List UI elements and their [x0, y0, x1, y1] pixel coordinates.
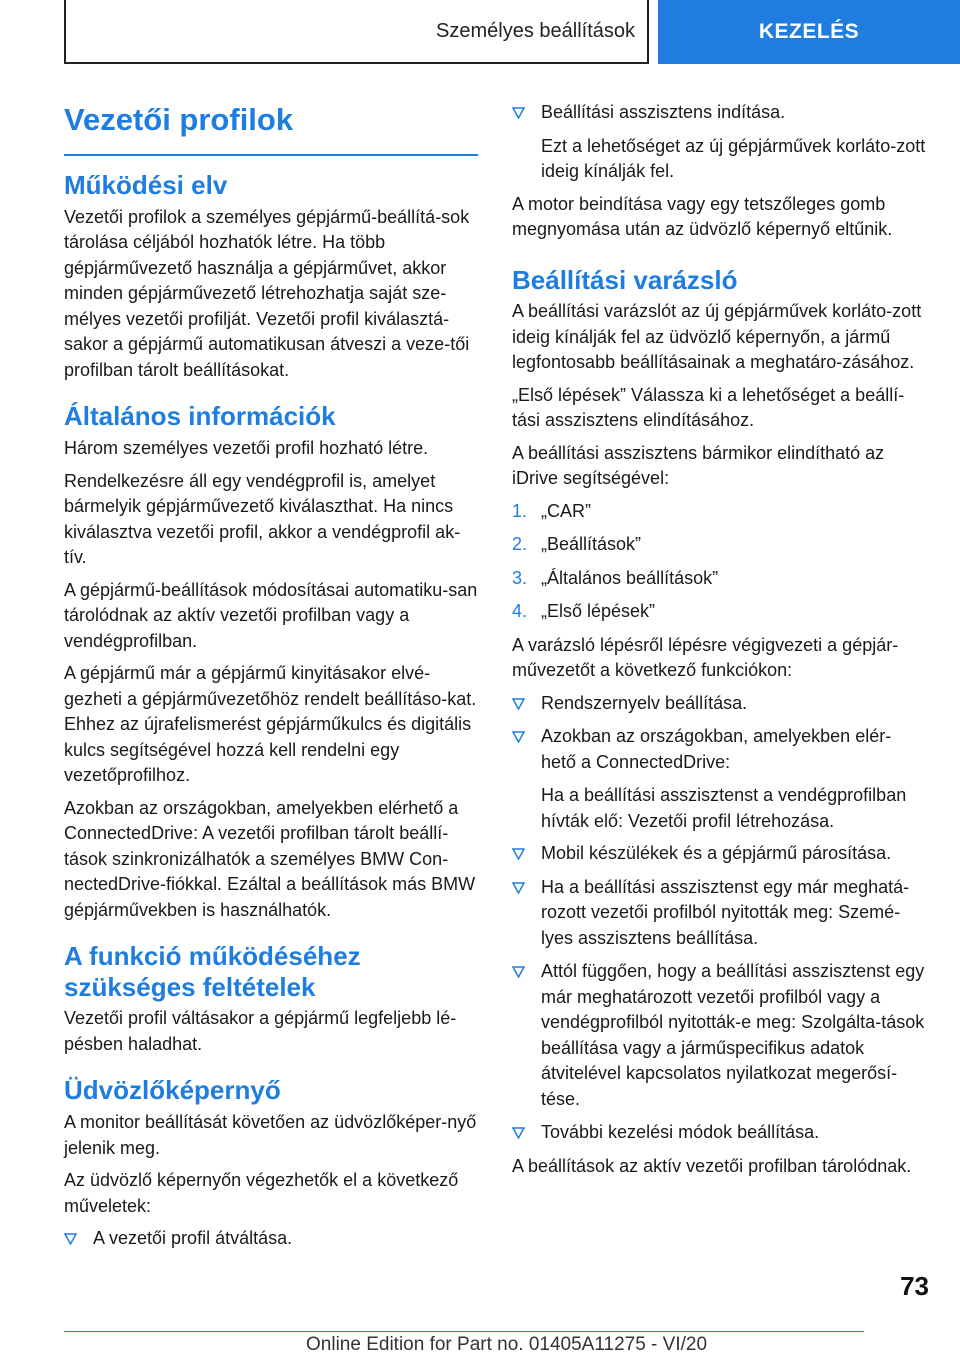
bullet-item	[512, 1120, 926, 1146]
bullet-item	[512, 841, 926, 867]
bullet-subtext: Ha a beállítási asszisztenst a vendégprofilban hívták elő: Vezetői profil létrehozása.	[541, 785, 907, 831]
step-text: „Beállítások”	[541, 534, 642, 555]
paragraph: Rendelkezésre áll egy vendégprofil is, amelyet bármelyik gépjárművezető kiválaszthat. Ha nincs kiválasztva vezetői profil, akkor a vendégprofil ak-tív.	[64, 470, 461, 568]
paragraph: Az üdvözlő képernyőn végezhetők el a következő műveletek:	[64, 1170, 459, 1216]
step-number: 1.	[512, 500, 528, 521]
paragraph: A monitor beállítását követően az üdvözlőképer-nyő jelenik meg.	[64, 1112, 477, 1158]
step-text: „CAR”	[541, 500, 591, 521]
right-column	[512, 100, 926, 1186]
paragraph: A gépjármű-beállítások módosításai automatiku-san tárolódnak az aktív vezetői profilban vagy a vendégprofilban.	[64, 579, 478, 651]
section-heading: Működési elv	[64, 170, 228, 201]
bullet-text: Beállítási asszisztens indítása.	[541, 102, 786, 122]
bullet-text: Rendszernyelv beállítása.	[541, 692, 748, 713]
paragraph: A beállítási asszisztens bármikor elindítható az iDrive segítségével:	[512, 442, 885, 489]
page-title: Vezetői profilok	[64, 100, 478, 156]
bullet-text: A vezetői profil átváltása.	[93, 1228, 293, 1249]
triangle-bullet-icon	[512, 698, 525, 710]
triangle-bullet-icon	[512, 966, 525, 978]
bullet-text: Attól függően, hogy a beállítási asszisztenst egy már meghatározott vezetői profilból vagy a vendégprofilból nyitották-e meg: Szolgálta-tások beállítása vagy a járműspecifikus adatok átvitelével kapcsolatos nyilatkozat megerősí-tése.	[541, 961, 925, 1109]
section-heading: Üdvözlőképernyő	[64, 1075, 281, 1106]
paragraph: A beállítások az aktív vezetői profilban tárolódnak.	[512, 1155, 912, 1176]
header-section-box	[64, 0, 649, 64]
footer-divider	[64, 1331, 864, 1332]
triangle-bullet-icon	[64, 1233, 77, 1245]
header-chapter-tab[interactable]	[658, 0, 960, 64]
paragraph: A motor beindítása vagy egy tetszőleges gomb megnyomása után az üdvözlő képernyő eltűnik.	[512, 193, 893, 239]
step-text: „Általános beállítások”	[541, 567, 719, 588]
step-number: 2.	[512, 534, 528, 555]
bullet-subtext: Ezt a lehetőséget az új gépjárművek korláto-zott ideig kínálják fel.	[541, 135, 926, 181]
section-heading-line: szükséges feltételek	[64, 971, 316, 1002]
paragraph: A gépjármű már a gépjármű kinyitásakor elvé-gezheti a gépjárművezetőhöz rendelt beállításo-kat. Ehhez az újrafelismerést gépjárműkulcs és digitális kulcs segítségével hozzá kell rendelni egy vezetőprofilhoz.	[64, 663, 477, 786]
header-section-title: Személyes beállítások	[436, 19, 635, 42]
triangle-bullet-icon	[512, 107, 525, 119]
paragraph: Vezetői profil váltásakor a gépjármű legfeljebb lé-pésben haladhat.	[64, 1008, 457, 1054]
section-heading	[64, 941, 478, 1002]
triangle-bullet-icon	[512, 731, 525, 743]
paragraph: Három személyes vezetői profil hozható létre.	[64, 438, 429, 459]
bullet-text: Ha a beállítási asszisztenst egy már meghatá-rozott vezetői profilból nyitották meg: Szemé-lyes asszisztens beállítása.	[541, 876, 910, 948]
left-column	[64, 100, 478, 1260]
numbered-step	[512, 599, 926, 625]
section-heading: Általános információk	[64, 401, 336, 432]
step-text: „Első lépések”	[541, 601, 656, 622]
step-number: 4.	[512, 601, 528, 622]
section-heading-line: A funkció működéséhez	[64, 941, 361, 972]
triangle-bullet-icon	[512, 1127, 525, 1139]
paragraph: Azokban az országokban, amelyekben elérhető a ConnectedDrive: A vezetői profilban tárolt beállí-tások szinkronizálhatók a személyes BMW Con-nectedDrive-fiókkal. Ezáltal a beállítások más BMW gépjárművekben is használhatók.	[64, 797, 476, 920]
step-number: 3.	[512, 567, 528, 588]
bullet-item	[512, 724, 926, 775]
bullet-text: Mobil készülékek és a gépjármű párosítása.	[541, 843, 892, 864]
paragraph: „Első lépések” Válassza ki a lehetőséget a beállí-tási asszisztens elindításához.	[512, 384, 905, 431]
bullet-text: Azokban az országokban, amelyekben elér-hető a ConnectedDrive:	[541, 726, 892, 772]
paragraph: A beállítási varázslót az új gépjárművek korláto-zott ideig kínálják fel az üdvözlő képernyőn, a jármű legfontosabb beállításainak a meghatáro-zásához.	[512, 301, 922, 373]
numbered-step	[512, 566, 926, 592]
triangle-bullet-icon	[512, 848, 525, 860]
bullet-item	[64, 1226, 478, 1252]
bullet-item	[512, 691, 926, 717]
paragraph: Vezetői profilok a személyes gépjármű-beállítá-sok tárolása céljából hozhatók létre. Ha több gépjárművezető használja a gépjárművet, akkor minden gépjárművezető létrehozhatja saját sze-mélyes vezetői profilját. Vezetői profil kiválasztá-sakor a gépjármű automatikusan átveszi a veze-tői profilban tárolt beállításokat.	[64, 206, 470, 380]
bullet-item	[512, 875, 926, 952]
page-number: 73	[900, 1271, 929, 1301]
numbered-step	[512, 499, 926, 525]
triangle-bullet-icon	[512, 882, 525, 894]
section-heading: Beállítási varázsló	[512, 264, 738, 295]
bullet-text: További kezelési módok beállítása.	[541, 1122, 820, 1143]
numbered-step	[512, 532, 926, 558]
bullet-item	[512, 100, 926, 126]
bullet-item	[512, 959, 926, 1112]
footer-edition-text: Online Edition for Part no. 01405A11275 - VI/20	[306, 1334, 708, 1355]
paragraph: A varázsló lépésről lépésre végigvezeti a gépjár-művezetőt a következő funkciókon:	[512, 634, 899, 681]
header-chapter-label: KEZELÉS	[758, 20, 860, 43]
